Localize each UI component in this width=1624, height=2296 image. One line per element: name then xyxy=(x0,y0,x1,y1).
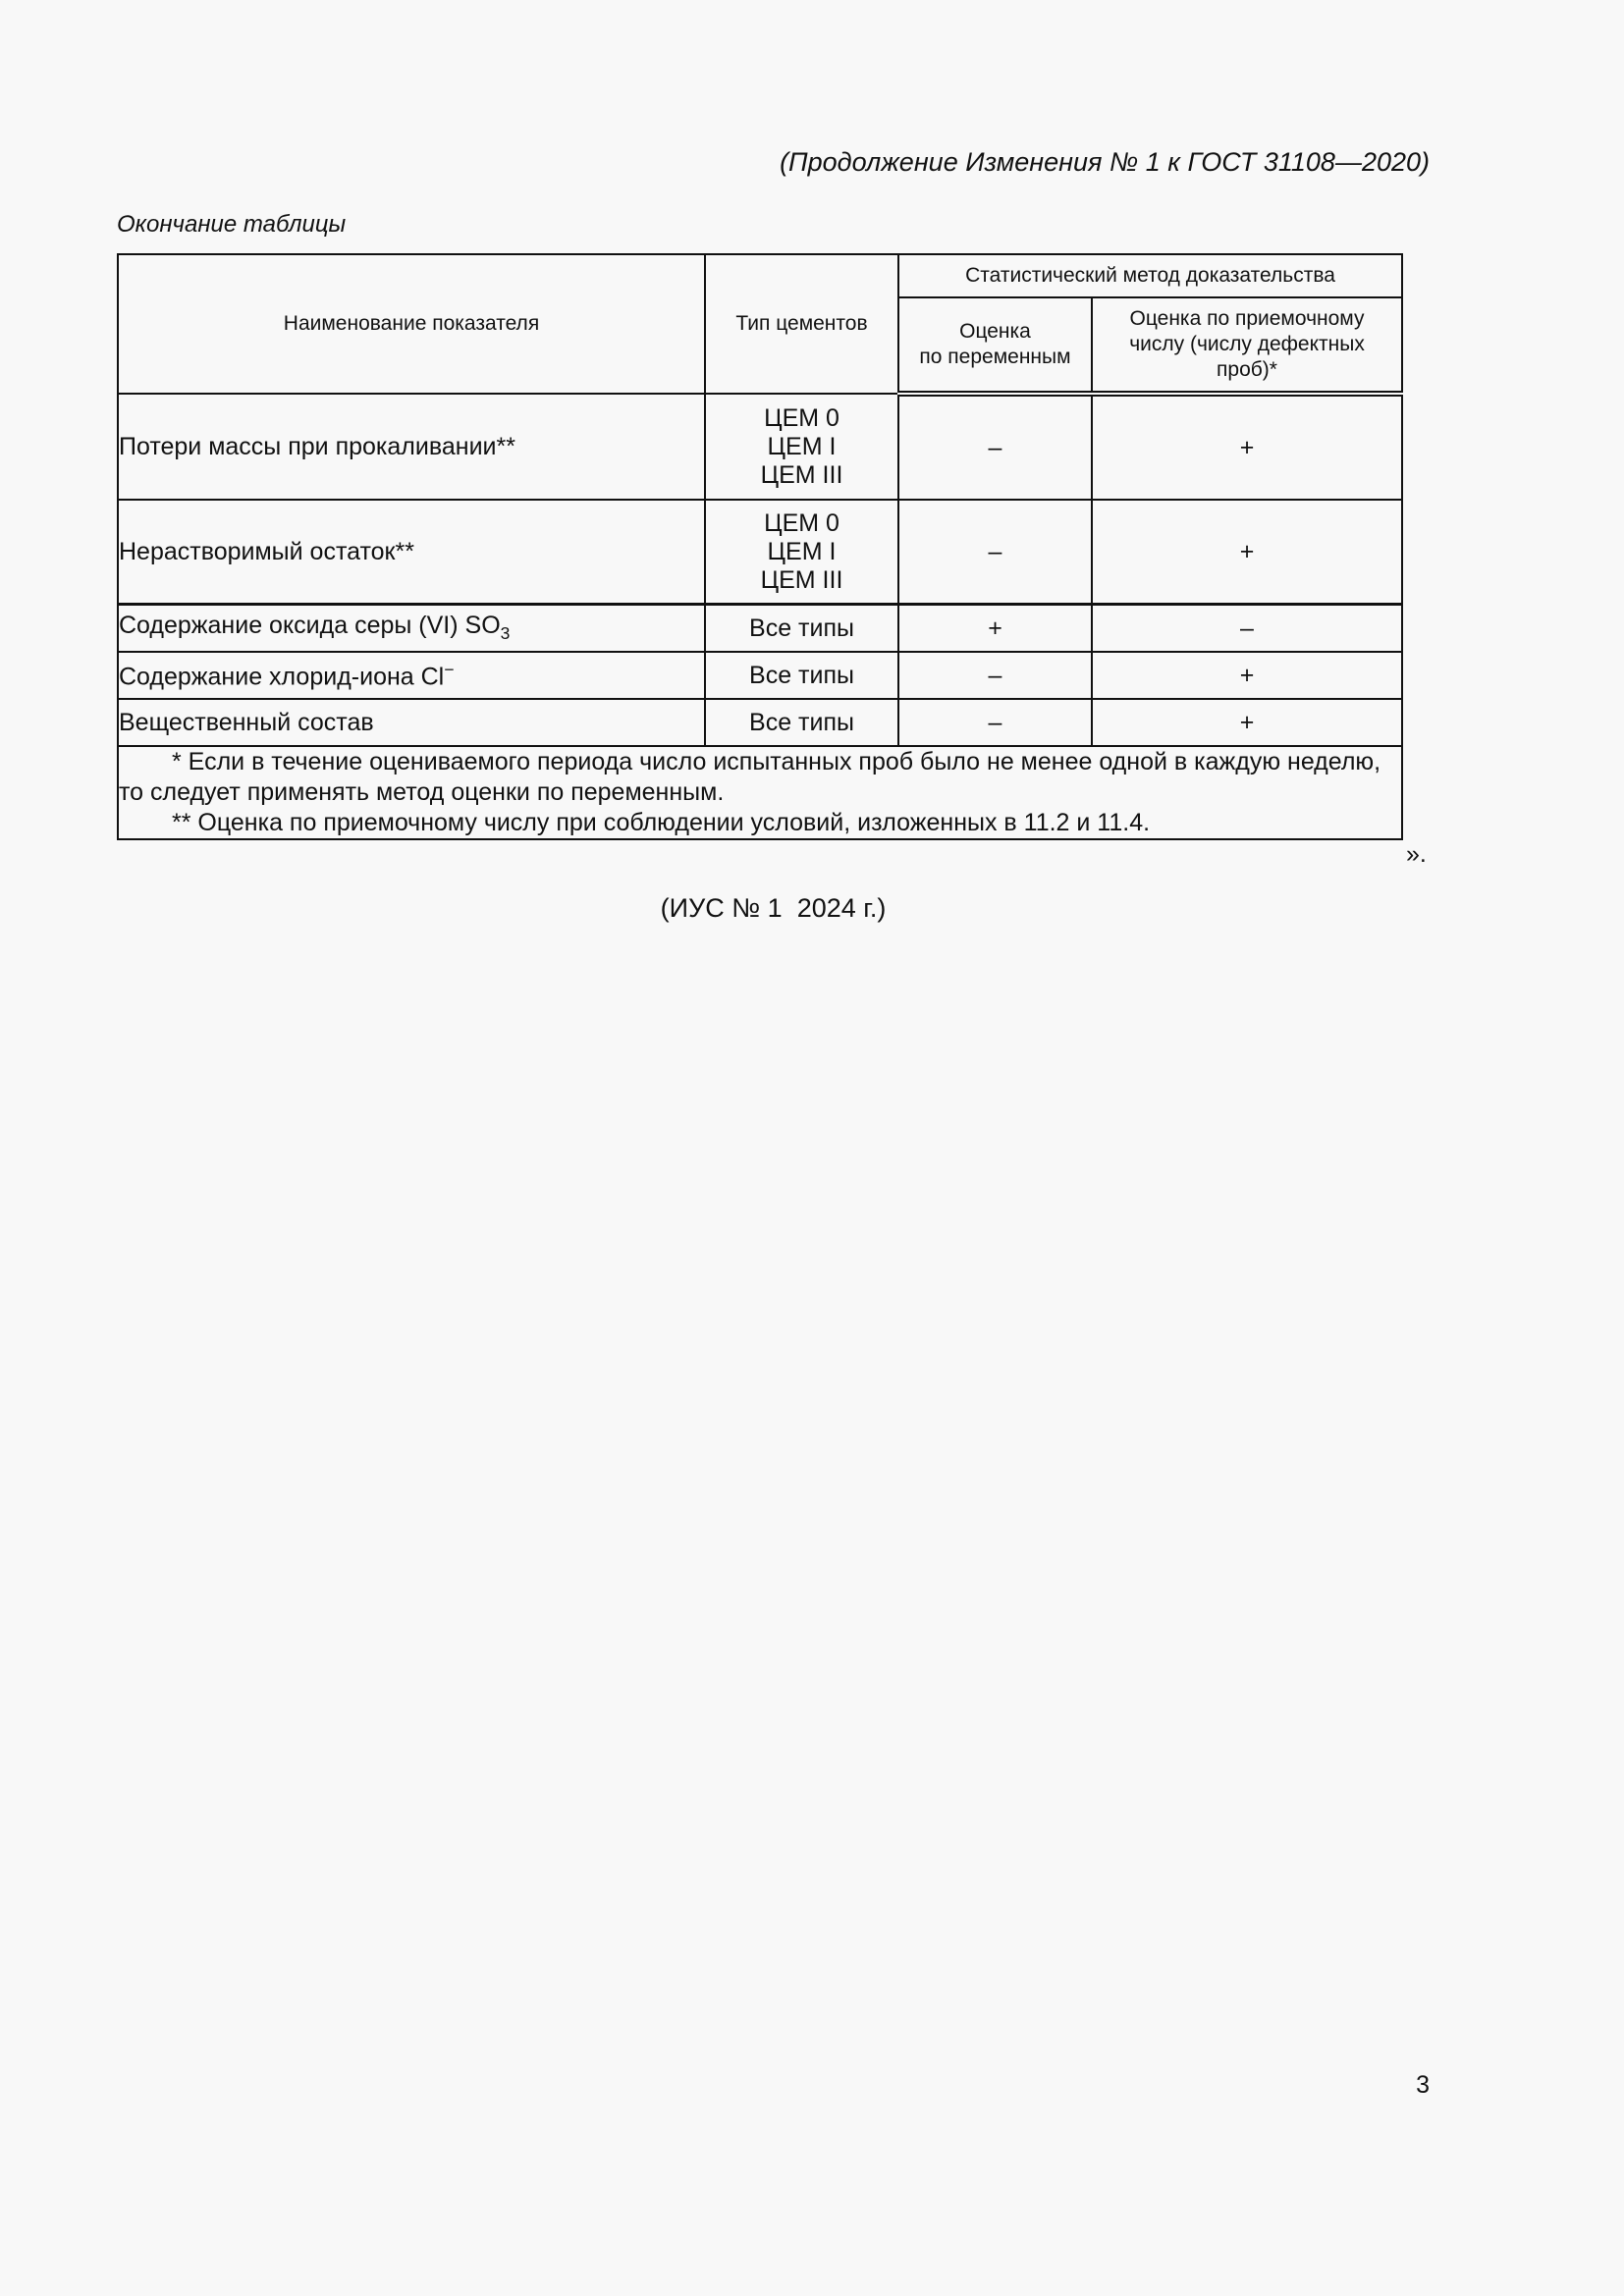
row-variables: + xyxy=(898,605,1092,653)
table-row xyxy=(118,699,1402,746)
header-cement-type: Тип цементов xyxy=(705,254,898,394)
indicators-table xyxy=(117,253,1403,840)
row-name: Содержание хлорид-иона Cl xyxy=(119,663,445,691)
row-name-cell xyxy=(118,652,705,699)
table-row xyxy=(118,652,1402,699)
closing-quote: ». xyxy=(1406,840,1427,868)
row-acceptance: – xyxy=(1092,605,1402,653)
table-row xyxy=(118,394,1402,500)
subscript-3: 3 xyxy=(500,623,511,644)
row-acceptance: + xyxy=(1092,394,1402,500)
row-acceptance: + xyxy=(1092,500,1402,605)
row-name-cell xyxy=(118,605,705,653)
note-1-continuation: то следует применять метод оценки по переменным. xyxy=(119,778,725,806)
note-2: ** Оценка по приемочному числу при соблюдении условий, изложенных в 11.2 и 11.4. xyxy=(172,809,1151,836)
table-row xyxy=(118,500,1402,605)
table-notes-row xyxy=(118,746,1402,839)
table-caption: Окончание таблицы xyxy=(117,211,347,238)
superscript-minus: − xyxy=(444,659,455,679)
row-name: Содержание оксида серы (VI) SO xyxy=(119,612,501,640)
table-notes xyxy=(118,746,1402,839)
row-variables: – xyxy=(898,699,1092,746)
note-1: * Если в течение оцениваемого периода число испытанных проб было не менее одной в каждую неделю, xyxy=(172,748,1381,775)
header-name: Наименование показателя xyxy=(118,254,705,394)
running-head: (Продолжение Изменения № 1 к ГОСТ 31108—2020) xyxy=(780,147,1430,177)
header-variables: Оценка по переменным xyxy=(898,297,1092,394)
row-variables: – xyxy=(898,652,1092,699)
ius-reference: (ИУС № 1 2024 г.) xyxy=(660,893,887,923)
row-name: Вещественный состав xyxy=(118,699,705,746)
row-acceptance: + xyxy=(1092,699,1402,746)
row-acceptance: + xyxy=(1092,652,1402,699)
row-types: Все типы xyxy=(705,605,898,653)
row-variables: – xyxy=(898,500,1092,605)
table-row xyxy=(118,605,1402,653)
header-acceptance: Оценка по приемочному числу (числу дефектных проб)* xyxy=(1092,297,1402,394)
row-name: Нерастворимый остаток** xyxy=(118,500,705,605)
row-types: Все типы xyxy=(705,699,898,746)
header-method-group: Статистический метод доказательства xyxy=(898,254,1402,297)
row-types: ЦЕМ 0 ЦЕМ I ЦЕМ III xyxy=(705,394,898,500)
row-types: Все типы xyxy=(705,652,898,699)
page-number: 3 xyxy=(1416,2071,1430,2099)
row-types: ЦЕМ 0 ЦЕМ I ЦЕМ III xyxy=(705,500,898,605)
row-name: Потери массы при прокаливании** xyxy=(118,394,705,500)
row-variables: – xyxy=(898,394,1092,500)
